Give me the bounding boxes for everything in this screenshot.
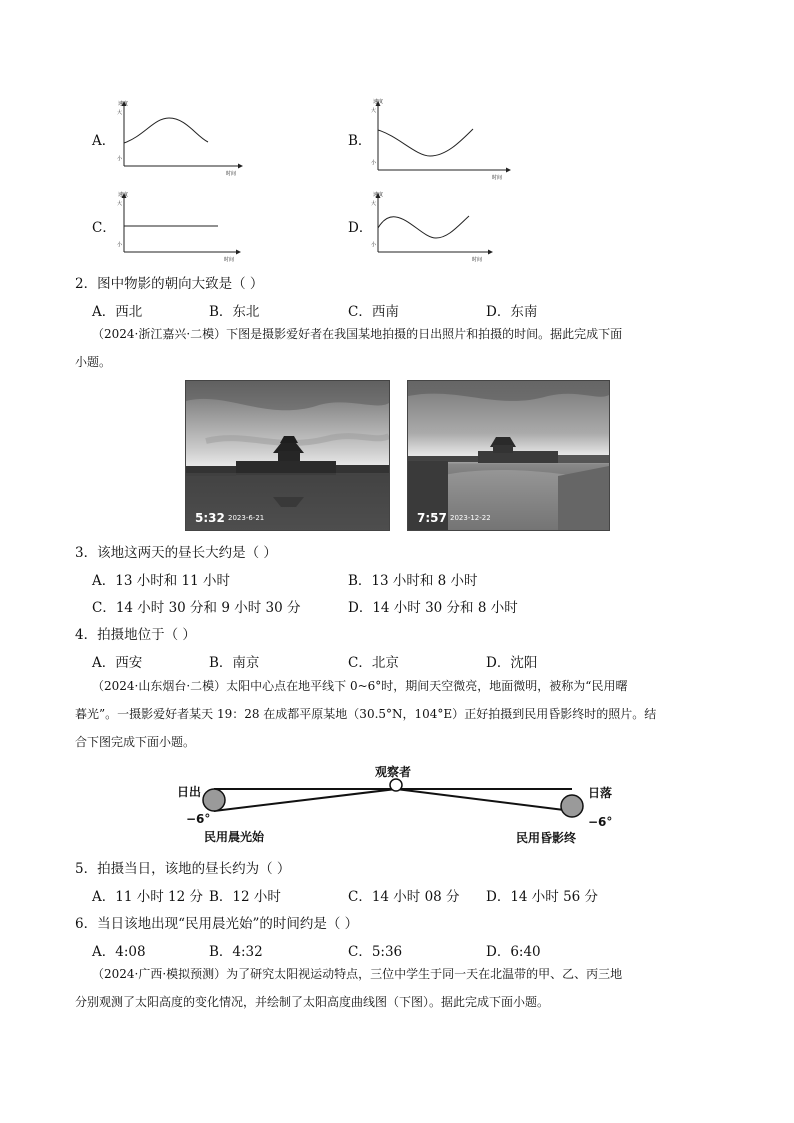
svg-text:时间: 时间: [472, 257, 483, 263]
question-4: 4．拍摄地位于（ ）: [75, 627, 196, 643]
observer-label: 观察者: [375, 765, 412, 779]
speed-time-graph: [114, 96, 244, 178]
q6-option-d[interactable]: D．6:40: [486, 944, 541, 960]
speed-time-graph: [366, 96, 512, 182]
sun-right-icon: [561, 795, 583, 817]
question-6: 6．当日该地出现“民用晨光始”的时间约是（ ）: [75, 916, 359, 932]
q3-option-a[interactable]: A．13 小时和 11 小时: [92, 573, 230, 589]
sun-left-icon: [203, 789, 225, 811]
civil-twilight-diagram: [170, 760, 630, 850]
photo-time: 5:32: [195, 511, 225, 525]
speed-time-graph: [366, 188, 494, 264]
svg-text:速度: 速度: [373, 192, 384, 198]
graph-label: A．: [92, 133, 116, 149]
graph-label: C．: [92, 220, 116, 236]
svg-text:小: 小: [117, 242, 123, 248]
q6-option-b[interactable]: B．4:32: [209, 944, 263, 960]
q6-option-a[interactable]: A．4:08: [92, 944, 146, 960]
q3-option-b[interactable]: B．13 小时和 8 小时: [348, 573, 478, 589]
q2-option-d[interactable]: D．东南: [486, 304, 538, 320]
photo-date: 2023-12-22: [450, 514, 491, 522]
angle-right-label: −6°: [588, 815, 613, 829]
question-2: 2．图中物影的朝向大致是（ ）: [75, 276, 264, 292]
question-3: 3．该地这两天的昼长大约是（ ）: [75, 545, 277, 561]
q5-option-a[interactable]: A．11 小时 12 分: [92, 889, 203, 905]
q5-option-d[interactable]: D．14 小时 56 分: [486, 889, 599, 905]
curve-wave: [378, 216, 469, 238]
intro-paragraph-1-line1: （2024·浙江嘉兴·二模）下图是摄影爱好者在我国某地拍摄的日出照片和拍摄的时间。据此完成下面: [92, 327, 623, 341]
graph-label: D．: [348, 220, 373, 236]
intro-paragraph-3-line2: 分别观测了太阳高度的变化情况，并绘制了太阳高度曲线图（下图）。据此完成下面小题。: [75, 995, 550, 1009]
q3-option-d[interactable]: D．14 小时 30 分和 8 小时: [348, 600, 518, 616]
curve-valley: [378, 129, 473, 156]
photo-date: 2023-6-21: [228, 514, 265, 522]
intro-paragraph-3-line1: （2024·广西·模拟预测）为了研究太阳视运动特点，三位中学生于同一天在北温带的甲、乙、丙三地: [92, 967, 623, 981]
question-5: 5．拍摄当日，该地的昼长约为（ ）: [75, 861, 291, 877]
svg-text:大: 大: [117, 110, 123, 116]
graph-label: B．: [348, 133, 372, 149]
q2-option-a[interactable]: A．西北: [92, 304, 143, 320]
intro-paragraph-1-line2: 小题。: [75, 355, 112, 369]
dawn-start-label: 民用晨光始: [204, 830, 265, 844]
sunrise-photo-winter: [407, 380, 610, 531]
svg-text:大: 大: [117, 201, 123, 207]
svg-text:小: 小: [371, 242, 377, 248]
q4-option-c[interactable]: C．北京: [348, 655, 399, 671]
svg-text:时间: 时间: [224, 257, 235, 263]
svg-text:时间: 时间: [226, 171, 237, 177]
q5-option-b[interactable]: B．12 小时: [209, 889, 281, 905]
dusk-end-label: 民用昏影终: [516, 831, 577, 845]
svg-text:小: 小: [117, 156, 123, 162]
sunrise-label: 日出: [177, 785, 202, 799]
angle-left-label: −6°: [186, 812, 211, 826]
svg-text:小: 小: [371, 160, 377, 166]
svg-text:大: 大: [371, 201, 377, 207]
sunset-label: 日落: [588, 786, 613, 800]
speed-time-graph: [114, 188, 242, 264]
q4-option-d[interactable]: D．沈阳: [486, 655, 538, 671]
photo-time: 7:57: [417, 511, 447, 525]
curve-peak: [124, 118, 208, 143]
q3-option-c[interactable]: C．14 小时 30 分和 9 小时 30 分: [92, 600, 301, 616]
svg-text:时间: 时间: [492, 175, 503, 181]
q6-option-c[interactable]: C．5:36: [348, 944, 403, 960]
observer-icon: [390, 779, 402, 791]
q4-option-a[interactable]: A．西安: [92, 655, 143, 671]
q2-option-c[interactable]: C．西南: [348, 304, 399, 320]
intro-paragraph-2-line3: 合下图完成下面小题。: [75, 735, 196, 749]
svg-text:速度: 速度: [118, 101, 129, 107]
q4-option-b[interactable]: B．南京: [209, 655, 260, 671]
sunrise-photo-summer: [185, 380, 390, 531]
q2-option-b[interactable]: B．东北: [209, 304, 260, 320]
svg-text:速度: 速度: [118, 192, 129, 198]
intro-paragraph-2-line1: （2024·山东烟台·二模）太阳中心点在地平线下 0~6°时，期间天空微亮，地面微明，被称为“民用曙: [92, 679, 628, 693]
svg-text:速度: 速度: [373, 99, 384, 105]
q5-option-c[interactable]: C．14 小时 08 分: [348, 889, 460, 905]
intro-paragraph-2-line2: 暮光”。一摄影爱好者某天 19：28 在成都平原某地（30.5°N，104°E）正好拍摄到民用昏影终时的照片。结: [75, 707, 657, 721]
svg-text:大: 大: [371, 108, 377, 114]
